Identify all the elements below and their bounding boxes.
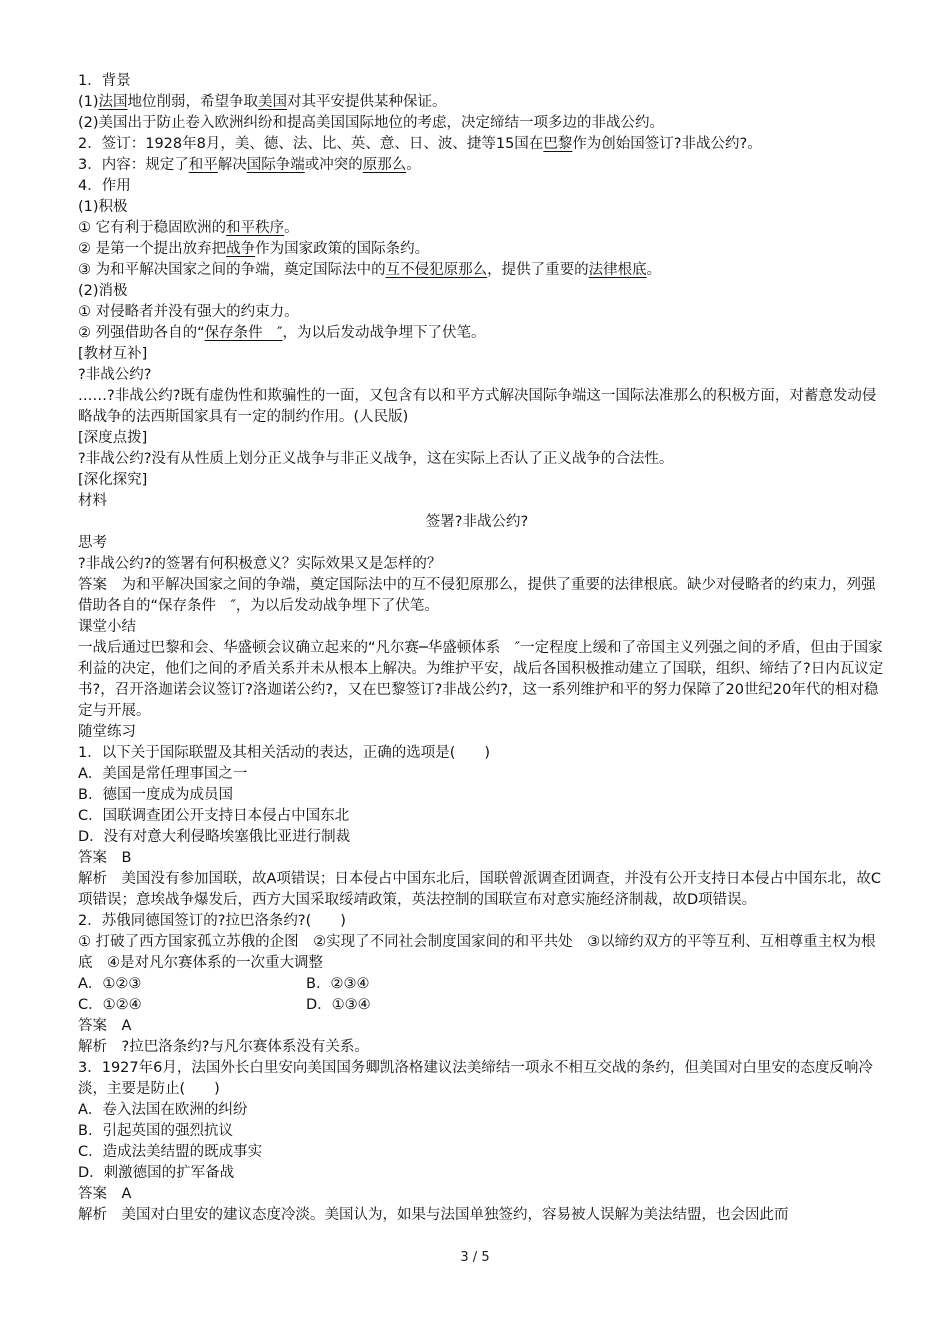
analysis: 解析 ?拉巴洛条约?与凡尔赛体系没有关系。 (78, 1039, 369, 1055)
paragraph-line: ?非战公约?没有从性质上划分正义战争与非正义战争，这在实际上否认了正义战争的合法性。 (78, 451, 674, 467)
document-body (68, 71, 886, 1226)
analysis: 解析 美国对白里安的建议态度冷淡。美国认为，如果与法国单独签约，容易被人误解为美法结盟，也会因此而 (78, 1207, 789, 1223)
material-title: 签署?非战公约? (425, 514, 529, 530)
paragraph-line: ?非战公约?的签署有何积极意义？实际效果又是怎样的？ (78, 556, 442, 572)
paragraph-line: (1)法国地位削弱，希望争取美国对其平安提供某种保证。 (78, 94, 447, 110)
fill-blank: 原那么 (362, 157, 407, 173)
paragraph-line: ② 是第一个提出放弃把战争作为国家政策的国际条约。 (78, 241, 430, 257)
option: D．没有对意大利侵略埃塞俄比亚进行制裁 (78, 829, 351, 845)
answer: 答案 A (78, 1018, 132, 1034)
think-label: 思考 (78, 535, 107, 551)
summary-paragraph: 一战后通过巴黎和会、华盛顿会议确立起来的“凡尔赛─华盛顿体系 ″一定程度上缓和了帝国主义列强之间的矛盾，但由于国家利益的决定，他们之间的矛盾关系并未从根本上解决。为维护平安，战后各国积极推动建立了国联，组织、缔结了?日内瓦议定书?，召开洛迦诺会议签订?洛迦诺公约?，又在巴黎签订?非战公约?，这一系列维护和平的努力保障了20世纪20年代的相对稳定与开展。 (78, 640, 884, 719)
option: C．国联调查团公开支持日本侵占中国东北 (78, 808, 350, 824)
question-stem: 2．苏俄同德国签订的?拉巴洛条约?( ) (78, 913, 346, 929)
fill-blank: 美国 (258, 94, 288, 110)
answer: 答案 B (78, 850, 132, 866)
section-label: [深化探究] (78, 472, 148, 488)
subheading-positive: (1)积极 (78, 199, 128, 215)
paragraph-line: 2．签订：1928年8月，美、德、法、比、英、意、日、波、捷等15国在巴黎作为创始国签订?非战公约?。 (78, 136, 762, 152)
section-label: [教材互补] (78, 346, 148, 362)
paragraph: ……?非战公约?既有虚伪性和欺骗性的一面，又包含有以和平方式解决国际争端这一国际法准那么的积极方面，对蓄意发动侵略战争的法西斯国家具有一定的制约作用。(人民版) (78, 388, 877, 425)
option: B．②③④ (306, 976, 370, 992)
statement-list: ① 打破了西方国家孤立苏俄的企图 ②实现了不同社会制度国家间的和平共处 ③以缔约双方的平等互利、互相尊重主权为根底 ④是对凡尔赛体系的一次重大调整 (78, 934, 876, 971)
paragraph-line: ?非战公约? (78, 367, 152, 383)
fill-blank: 国际争端 (246, 157, 305, 173)
fill-blank: 战争 (226, 241, 256, 257)
answer: 答案 A (78, 1186, 132, 1202)
option-row (68, 995, 886, 1016)
paragraph-line: ③ 为和平解决国家之间的争端，奠定国际法中的互不侵犯原那么，提供了重要的法律根底。 (78, 262, 662, 278)
option: A．①②③ (78, 976, 142, 992)
fill-blank: 和平秩序 (226, 220, 285, 236)
section-label: 课堂小结 (78, 619, 136, 635)
paragraph-line: 3．内容：规定了和平解决国际争端或冲突的原那么。 (78, 157, 421, 173)
heading-effect: 4．作用 (78, 178, 131, 194)
question-stem: 3．1927年6月，法国外长白里安向美国国务卿凯洛格建议法美缔结一项永不相互交战的条约，但美国对白里安的态度反响冷淡，主要是防止( ) (78, 1060, 873, 1097)
paragraph-line: ② 列强借助各自的“保存条件 ″，为以后发动战争埋下了伏笔。 (78, 325, 486, 341)
analysis: 解析 美国没有参加国联，故A项错误；日本侵占中国东北后，国联曾派调查团调查，并没有公开支持日本侵占中国东北，故C项错误；意埃战争爆发后，西方大国采取绥靖政策，英法控制的国联宣布对意实施经济制裁，故D项错误。 (78, 871, 882, 908)
fill-blank: 互不侵犯原那么 (385, 262, 488, 278)
section-label: 随堂练习 (78, 724, 136, 740)
answer-paragraph: 答案 为和平解决国家之间的争端，奠定国际法中的互不侵犯原那么，提供了重要的法律根底。缺少对侵略者的约束力，列强借助各自的“保存条件 ″，为以后发动战争埋下了伏笔。 (78, 577, 876, 614)
option: A．卷入法国在欧洲的纠纷 (78, 1102, 248, 1118)
page-number: 3 / 5 (460, 1250, 490, 1265)
option: D．①③④ (306, 997, 371, 1013)
fill-blank: 和平 (188, 157, 218, 173)
heading-background: 1．背景 (78, 73, 131, 89)
section-label: [深度点拨] (78, 430, 148, 446)
paragraph-line: (2)美国出于防止卷入欧洲纠纷和提高美国国际地位的考虑，决定缔结一项多边的非战公约。 (78, 115, 665, 131)
fill-blank: 保存条件 ″ (204, 325, 283, 341)
option-row (68, 974, 886, 995)
subheading-negative: (2)消极 (78, 283, 128, 299)
fill-blank: 巴黎 (543, 136, 573, 152)
option: C．①②④ (78, 997, 142, 1013)
option: D．刺激德国的扩军备战 (78, 1165, 235, 1181)
fill-blank: 法律根底 (588, 262, 647, 278)
option: A．美国是常任理事国之一 (78, 766, 248, 782)
option: B．德国一度成为成员国 (78, 787, 233, 803)
paragraph-line: ① 它有利于稳固欧洲的和平秩序。 (78, 220, 299, 236)
material-label: 材料 (78, 493, 107, 509)
option: B．引起英国的强烈抗议 (78, 1123, 233, 1139)
question-stem: 1．以下关于国际联盟及其相关活动的表达，正确的选项是( ) (78, 745, 491, 761)
paragraph-line: ① 对侵略者并没有强大的约束力。 (78, 304, 299, 320)
fill-blank: 法国 (98, 94, 128, 110)
option: C．造成法美结盟的既成事实 (78, 1144, 263, 1160)
